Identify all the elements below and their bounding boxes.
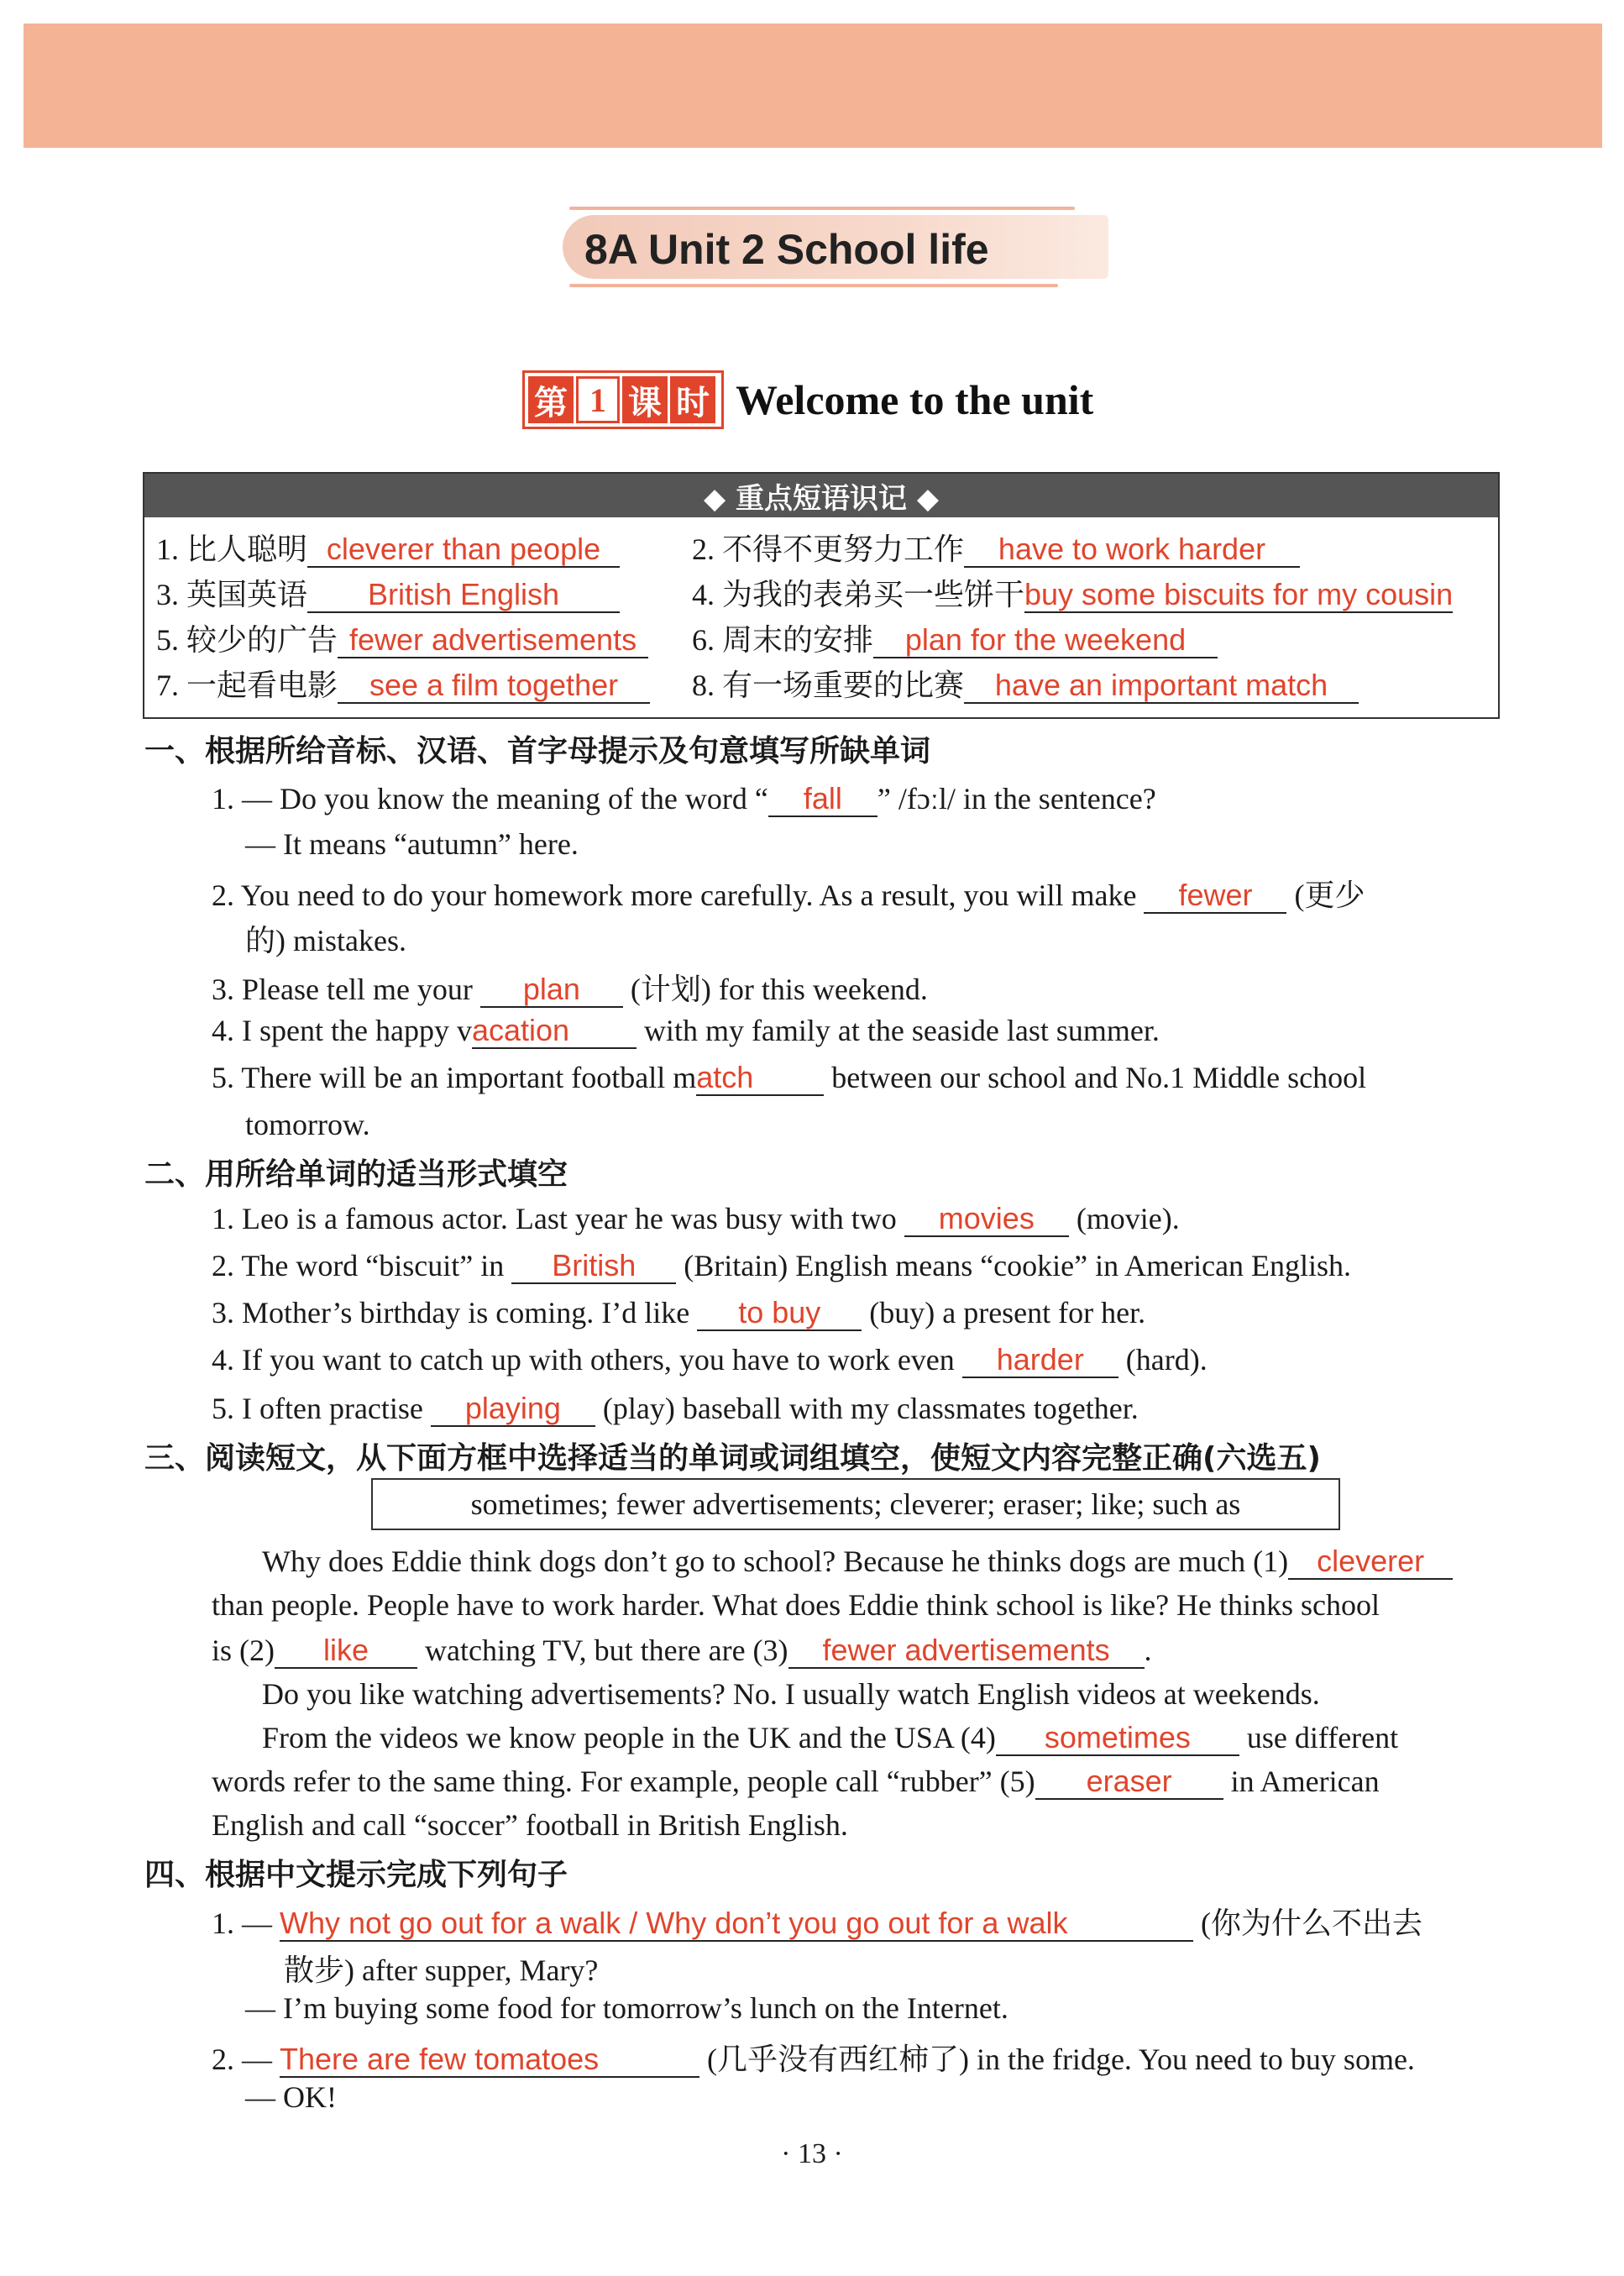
- lesson-title: Welcome to the unit: [736, 376, 1094, 423]
- phrase-item: [692, 571, 1453, 614]
- key-phrases-heading: ◆ 重点短语识记 ◆: [144, 474, 1498, 517]
- question-text: 1. —: [212, 1906, 272, 1940]
- phrase-answer: British English: [307, 578, 620, 613]
- answer-blank: to buy: [697, 1296, 862, 1331]
- passage-line-6: [212, 1764, 1380, 1800]
- question-text: (hard).: [1125, 1343, 1208, 1377]
- unit-title: 8A Unit 2 School life: [584, 226, 989, 273]
- phrase-item: [692, 616, 1218, 659]
- passage-text: Why does Eddie think dogs don’t go to school? Because he thinks dogs are much (1): [262, 1544, 1289, 1578]
- word-bank-box: sometimes; fewer advertisements; cleverer; eraser; like; such as: [371, 1478, 1340, 1530]
- s1-question-4: [212, 1013, 1160, 1049]
- lesson-char-di: 第: [528, 376, 574, 423]
- phrase-answer: see a film together: [338, 669, 650, 704]
- passage-text: in American: [1230, 1765, 1380, 1798]
- passage-line-1: [262, 1544, 1453, 1580]
- phrase-answer: cleverer than people: [307, 532, 620, 568]
- answer-blank: plan: [480, 973, 623, 1008]
- passage-text: words refer to the same thing. For example, people call “rubber” (5): [212, 1765, 1035, 1798]
- passage-text: is (2): [212, 1634, 275, 1667]
- question-text: 3. Mother’s birthday is coming. I’d like: [212, 1296, 690, 1329]
- answer-blank: sometimes: [996, 1721, 1239, 1756]
- passage-line-2: than people. People have to work harder. What does Eddie think school is like? He thinks school: [212, 1588, 1380, 1622]
- answer-blank: movies: [904, 1202, 1069, 1237]
- phrase-answer: have to work harder: [964, 532, 1300, 568]
- s1-question-2-cont: 的) mistakes.: [245, 924, 406, 957]
- s4-question-1-reply: — I’m buying some food for tomorrow’s lunch on the Internet.: [245, 1991, 1008, 2025]
- s2-question-3: [212, 1295, 1145, 1331]
- phrase-prompt: 1. 比人聪明: [156, 532, 308, 566]
- answer-blank: like: [275, 1634, 417, 1669]
- question-text: (更少: [1294, 878, 1365, 912]
- passage-text: use different: [1246, 1721, 1399, 1754]
- answer-blank: harder: [962, 1343, 1118, 1378]
- s4-question-1: [212, 1900, 1422, 1943]
- lesson-char-ke: 课: [622, 376, 668, 423]
- answer-blank: Why not go out for a walk / Why don’t you go out for a walk: [280, 1906, 1193, 1942]
- question-text: 4. I spent the happy v: [212, 1014, 472, 1047]
- s4-question-2-reply: — OK!: [245, 2080, 337, 2114]
- section-3-title: 三、阅读短文，从下面方框中选择适当的单词或词组填空，使短文内容完整正确(六选五): [144, 1441, 1321, 1476]
- passage-text: watching TV, but there are (3): [425, 1634, 788, 1667]
- phrase-prompt: 8. 有一场重要的比赛: [692, 669, 965, 702]
- question-text: 2. The word “biscuit” in: [212, 1249, 505, 1282]
- phrase-item: [692, 662, 1359, 705]
- passage-line-5: [262, 1720, 1398, 1756]
- phrase-prompt: 2. 不得不更努力工作: [692, 532, 965, 566]
- phrase-item: [156, 616, 648, 659]
- answer-blank: fewer advertisements: [788, 1634, 1145, 1669]
- top-color-band: [24, 24, 1602, 148]
- s1-question-2: [212, 872, 1365, 915]
- question-text: 1. — Do you know the meaning of the word “: [212, 782, 768, 815]
- question-text: (Britain) English means “cookie” in American English.: [684, 1249, 1352, 1282]
- passage-line-7: English and call “soccer” football in British English.: [212, 1808, 848, 1842]
- section-2-title: 二、用所给单词的适当形式填空: [144, 1157, 568, 1192]
- question-text: ” /fɔːl/ in the sentence?: [877, 782, 1156, 815]
- question-text: with my family at the seaside last summer.: [643, 1014, 1160, 1047]
- phrase-answer: buy some biscuits for my cousin: [1024, 577, 1454, 611]
- question-text: (movie).: [1076, 1202, 1180, 1235]
- question-text: (计划) for this weekend.: [630, 973, 928, 1006]
- question-text: 2. —: [212, 2043, 272, 2076]
- phrase-answer: fewer advertisements: [338, 623, 648, 658]
- passage-line-4: Do you like watching advertisements? No. I usually watch English videos at weekends.: [262, 1677, 1320, 1711]
- s1-question-3: [212, 966, 928, 1009]
- answer-blank: acation: [472, 1014, 637, 1049]
- lesson-char-shi: 时: [670, 376, 715, 423]
- question-text: 2. You need to do your homework more carefully. As a result, you will make: [212, 878, 1137, 912]
- passage-text: From the videos we know people in the UK and the USA (4): [262, 1721, 996, 1754]
- passage-text: .: [1144, 1634, 1152, 1667]
- s2-question-2: [212, 1248, 1351, 1284]
- answer-blank: fall: [768, 782, 877, 817]
- question-text: 3. Please tell me your: [212, 973, 473, 1006]
- key-phrases-box: [143, 472, 1500, 719]
- section-1-title: 一、根据所给音标、汉语、首字母提示及句意填写所缺单词: [144, 734, 931, 768]
- lesson-number: 1: [576, 376, 620, 423]
- question-text: 5. I often practise: [212, 1392, 423, 1425]
- s2-question-1: [212, 1201, 1180, 1237]
- phrase-prompt: 3. 英国英语: [156, 578, 308, 611]
- s1-question-5-cont: tomorrow.: [245, 1108, 370, 1141]
- phrase-answer: have an important match: [964, 669, 1359, 704]
- phrase-item: [156, 571, 620, 614]
- passage-line-3: [212, 1633, 1152, 1669]
- s4-question-1-cont: 散步) after supper, Mary?: [284, 1953, 599, 1987]
- question-text: 5. There will be an important football m: [212, 1061, 697, 1094]
- answer-blank: eraser: [1035, 1765, 1223, 1800]
- lesson-badge: [522, 370, 724, 429]
- phrase-prompt: 4. 为我的表弟买一些饼干: [692, 578, 1025, 611]
- answer-blank: There are few tomatoes: [280, 2043, 699, 2078]
- question-text: 4. If you want to catch up with others, you have to work even: [212, 1343, 955, 1377]
- question-text: (buy) a present for her.: [869, 1296, 1146, 1329]
- page-number: · 13 ·: [781, 2138, 843, 2169]
- question-text: (你为什么不出去: [1201, 1906, 1422, 1940]
- unit-title-banner: [563, 200, 1108, 301]
- phrase-prompt: 6. 周末的安排: [692, 623, 874, 657]
- s1-question-1-reply: — It means “autumn” here.: [245, 827, 579, 861]
- phrase-prompt: 5. 较少的广告: [156, 623, 338, 657]
- phrase-prompt: 7. 一起看电影: [156, 669, 338, 702]
- section-4-title: 四、根据中文提示完成下列句子: [144, 1858, 568, 1892]
- question-text: (play) baseball with my classmates together.: [602, 1392, 1139, 1425]
- answer-blank: playing: [431, 1392, 595, 1427]
- answer-blank: British: [511, 1249, 676, 1284]
- lesson-heading: [522, 370, 1093, 430]
- question-text: 1. Leo is a famous actor. Last year he was busy with two: [212, 1202, 897, 1235]
- question-text: (几乎没有西红柿了) in the fridge. You need to buy some.: [707, 2043, 1415, 2076]
- phrase-item: [692, 526, 1300, 569]
- answer-blank: atch: [696, 1061, 824, 1096]
- s2-question-5: [212, 1391, 1139, 1427]
- s2-question-4: [212, 1342, 1208, 1378]
- s4-question-2: [212, 2036, 1415, 2079]
- phrase-answer: plan for the weekend: [873, 623, 1218, 658]
- s1-question-5: [212, 1060, 1366, 1096]
- question-text: between our school and No.1 Middle school: [831, 1061, 1367, 1094]
- phrase-item: [156, 662, 650, 705]
- answer-blank: cleverer: [1288, 1544, 1453, 1580]
- s1-question-1: [212, 781, 1156, 817]
- answer-blank: fewer: [1144, 878, 1286, 914]
- phrase-item: [156, 526, 620, 569]
